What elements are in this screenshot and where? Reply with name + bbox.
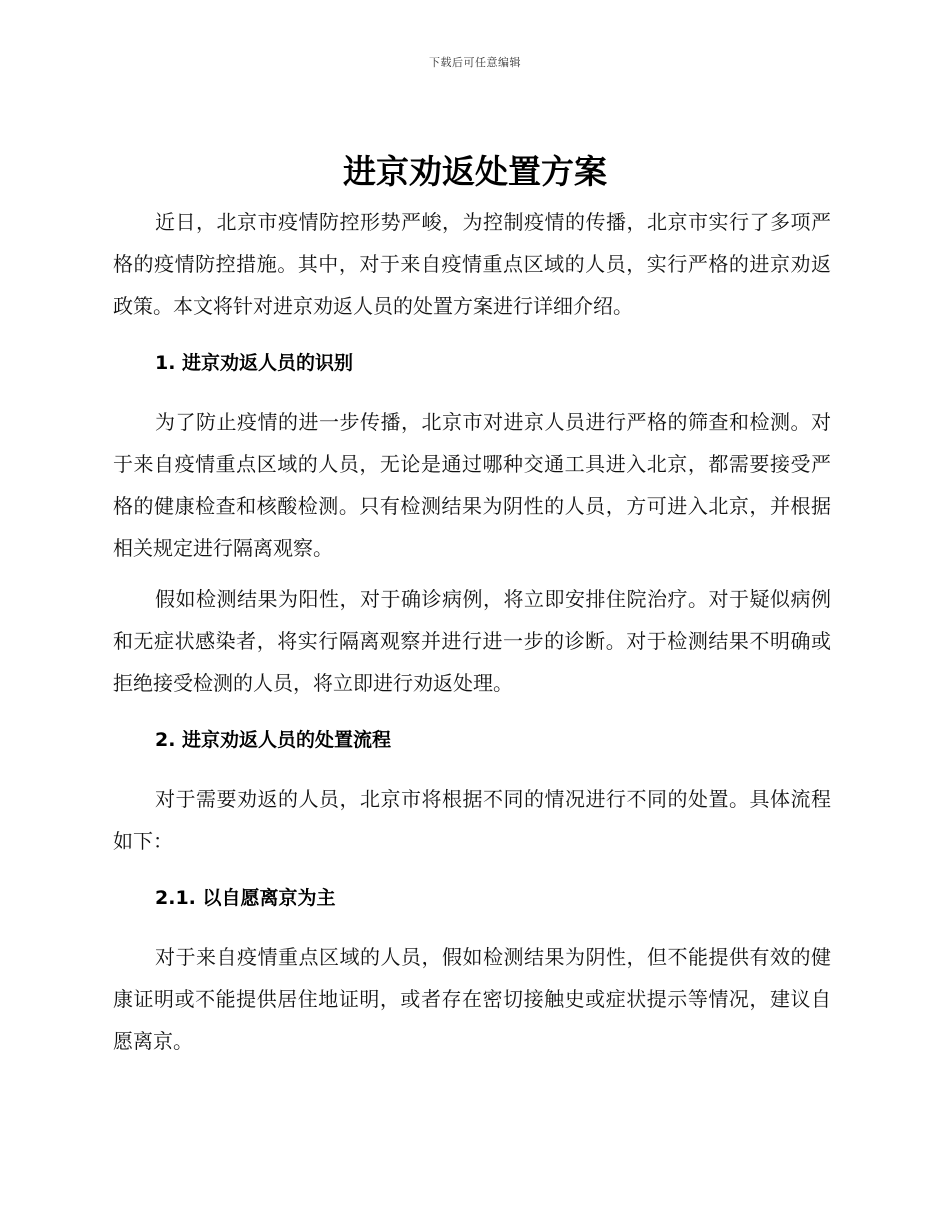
body-paragraph: 假如检测结果为阳性，对于确诊病例，将立即安排住院治疗。对于疑似病例和无症状感染者，将实行隔离观察并进行进一步的诊断。对于检测结果不明确或拒绝接受检测的人员，将立即进行劝返处理。	[113, 587, 831, 695]
section-heading-procedure: 2. 进京劝返人员的处置流程	[155, 729, 392, 751]
body-paragraph: 为了防止疫情的进一步传播，北京市对进京人员进行严格的筛查和检测。对于来自疫情重点区域的人员，无论是通过哪种交通工具进入北京，都需要接受严格的健康检查和核酸检测。只有检测结果为阴性的人员，方可进入北京，并根据相关规定进行隔离观察。	[113, 410, 831, 560]
document-body	[113, 201, 831, 1062]
document-title: 进京劝返处置方案	[343, 152, 607, 191]
page-header-note: 下载后可任意编辑	[429, 56, 521, 69]
section-heading-identification: 1. 进京劝返人员的识别	[155, 352, 354, 374]
body-paragraph: 对于需要劝返的人员，北京市将根据不同的情况进行不同的处置。具体流程如下：	[113, 787, 831, 853]
subsection-heading-voluntary-departure: 2.1. 以自愿离京为主	[155, 887, 336, 909]
intro-paragraph: 近日，北京市疫情防控形势严峻，为控制疫情的传播，北京市实行了多项严格的疫情防控措施。其中，对于来自疫情重点区域的人员，实行严格的进京劝返政策。本文将针对进京劝返人员的处置方案进行详细介绍。	[113, 210, 831, 318]
body-paragraph: 对于来自疫情重点区域的人员，假如检测结果为阴性，但不能提供有效的健康证明或不能提供居住地证明，或者存在密切接触史或症状提示等情况，建议自愿离京。	[113, 945, 831, 1053]
